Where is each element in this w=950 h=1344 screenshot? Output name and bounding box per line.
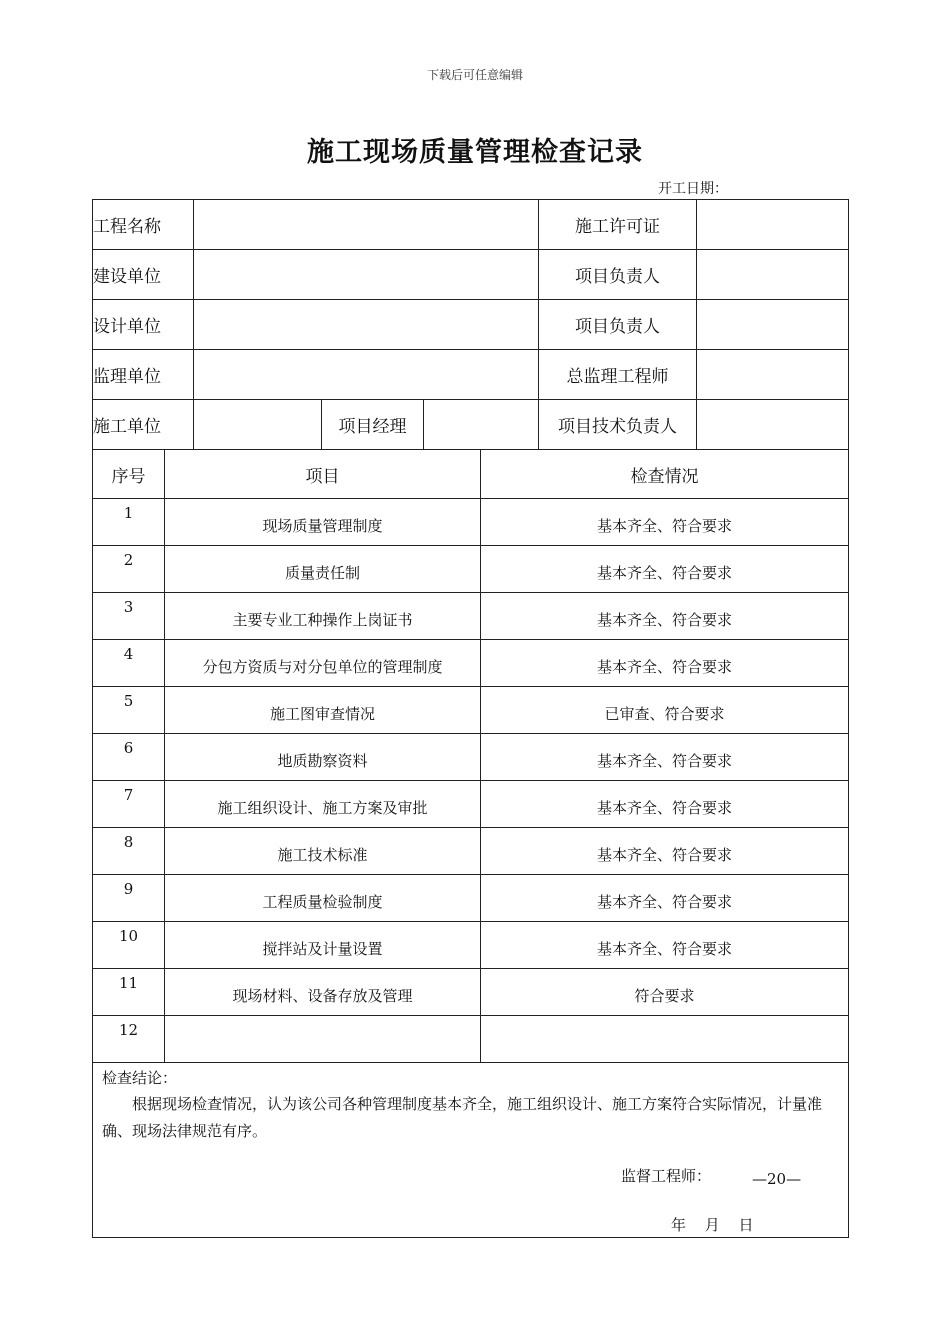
technical-lead-value[interactable]: [697, 400, 849, 450]
conclusion-row: [93, 1063, 849, 1238]
info-row-project: [93, 200, 849, 250]
project-name-label: 工程名称: [93, 200, 194, 250]
row-status: 基本齐全、符合要求: [481, 546, 849, 593]
conclusion-body: 根据现场检查情况，认为该公司各种管理制度基本齐全，施工组织设计、施工方案符合实际情况，计量准确、现场法律规范有序。: [102, 1095, 823, 1140]
row-seq: 8: [93, 828, 165, 875]
conclusion-label: 检查结论：: [102, 1069, 178, 1087]
start-date-label: 开工日期：: [658, 181, 728, 197]
page-title: 施工现场质量管理检查记录: [307, 137, 643, 168]
table-row: [93, 734, 849, 781]
row-item: 施工组织设计、施工方案及审批: [165, 781, 481, 828]
inspection-form: [92, 199, 849, 1238]
info-row-design: [93, 300, 849, 350]
construction-permit-value[interactable]: [697, 200, 849, 250]
table-row: [93, 781, 849, 828]
row-status: 符合要求: [481, 969, 849, 1016]
design-unit-label: 设计单位: [93, 300, 194, 350]
construction-permit-label: 施工许可证: [539, 200, 697, 250]
row-status: 已审查、符合要求: [481, 687, 849, 734]
row-status: 基本齐全、符合要求: [481, 593, 849, 640]
table-row: [93, 922, 849, 969]
owner-manager-label: 项目负责人: [539, 250, 697, 300]
table-row: [93, 687, 849, 734]
table-row: [93, 828, 849, 875]
row-item: 施工图审查情况: [165, 687, 481, 734]
table-row: [93, 640, 849, 687]
table-row: [93, 875, 849, 922]
row-item: 施工技术标准: [165, 828, 481, 875]
row-item: 工程质量检验制度: [165, 875, 481, 922]
row-item: 主要专业工种操作上岗证书: [165, 593, 481, 640]
row-status: 基本齐全、符合要求: [481, 828, 849, 875]
row-seq: 9: [93, 875, 165, 922]
table-row: [93, 1016, 849, 1063]
row-seq: 12: [93, 1016, 165, 1063]
row-status: 基本齐全、符合要求: [481, 640, 849, 687]
info-row-owner: [93, 250, 849, 300]
row-status: 基本齐全、符合要求: [481, 922, 849, 969]
conclusion-cell: [93, 1063, 849, 1238]
table-row: [93, 499, 849, 546]
contractor-unit-value[interactable]: [194, 400, 322, 450]
project-name-value[interactable]: [194, 200, 539, 250]
items-header-row: [93, 450, 849, 499]
row-item: 搅拌站及计量设置: [165, 922, 481, 969]
row-item: 质量责任制: [165, 546, 481, 593]
design-unit-value[interactable]: [194, 300, 539, 350]
design-manager-label: 项目负责人: [539, 300, 697, 350]
chief-supervisor-label: 总监理工程师: [539, 350, 697, 400]
status-header: 检查情况: [481, 450, 849, 499]
item-header: 项目: [165, 450, 481, 499]
row-item: 现场材料、设备存放及管理: [165, 969, 481, 1016]
table-row: [93, 969, 849, 1016]
row-status: 基本齐全、符合要求: [481, 781, 849, 828]
row-item: 分包方资质与对分包单位的管理制度: [165, 640, 481, 687]
row-seq: 10: [93, 922, 165, 969]
row-item: 现场质量管理制度: [165, 499, 481, 546]
row-seq: 11: [93, 969, 165, 1016]
owner-unit-label: 建设单位: [93, 250, 194, 300]
chief-supervisor-value[interactable]: [697, 350, 849, 400]
table-row: [93, 593, 849, 640]
table-row: [93, 546, 849, 593]
owner-manager-value[interactable]: [697, 250, 849, 300]
row-seq: 4: [93, 640, 165, 687]
row-seq: 1: [93, 499, 165, 546]
row-status: 基本齐全、符合要求: [481, 499, 849, 546]
supervision-unit-value[interactable]: [194, 350, 539, 400]
technical-lead-label: 项目技术负责人: [539, 400, 697, 450]
supervisor-signature-label: 监督工程师：: [621, 1167, 712, 1185]
row-seq: 3: [93, 593, 165, 640]
project-manager-label: 项目经理: [322, 400, 424, 450]
row-status: 基本齐全、符合要求: [481, 734, 849, 781]
row-seq: 7: [93, 781, 165, 828]
row-item: 地质勘察资料: [165, 734, 481, 781]
owner-unit-value[interactable]: [194, 250, 539, 300]
supervision-unit-label: 监理单位: [93, 350, 194, 400]
row-seq: 2: [93, 546, 165, 593]
contractor-unit-label: 施工单位: [93, 400, 194, 450]
project-manager-value[interactable]: [424, 400, 539, 450]
row-seq: 6: [93, 734, 165, 781]
row-seq: 5: [93, 687, 165, 734]
info-row-contractor: [93, 400, 849, 450]
row-status: 基本齐全、符合要求: [481, 875, 849, 922]
design-manager-value[interactable]: [697, 300, 849, 350]
header-note: 下载后可任意编辑: [426, 68, 523, 82]
seq-header: 序号: [93, 450, 165, 499]
signature-date: 年 月 日: [671, 1216, 754, 1234]
info-row-supervision: [93, 350, 849, 400]
row-status[interactable]: [481, 1016, 849, 1063]
row-item[interactable]: [165, 1016, 481, 1063]
page-number: —20—: [752, 1170, 802, 1188]
